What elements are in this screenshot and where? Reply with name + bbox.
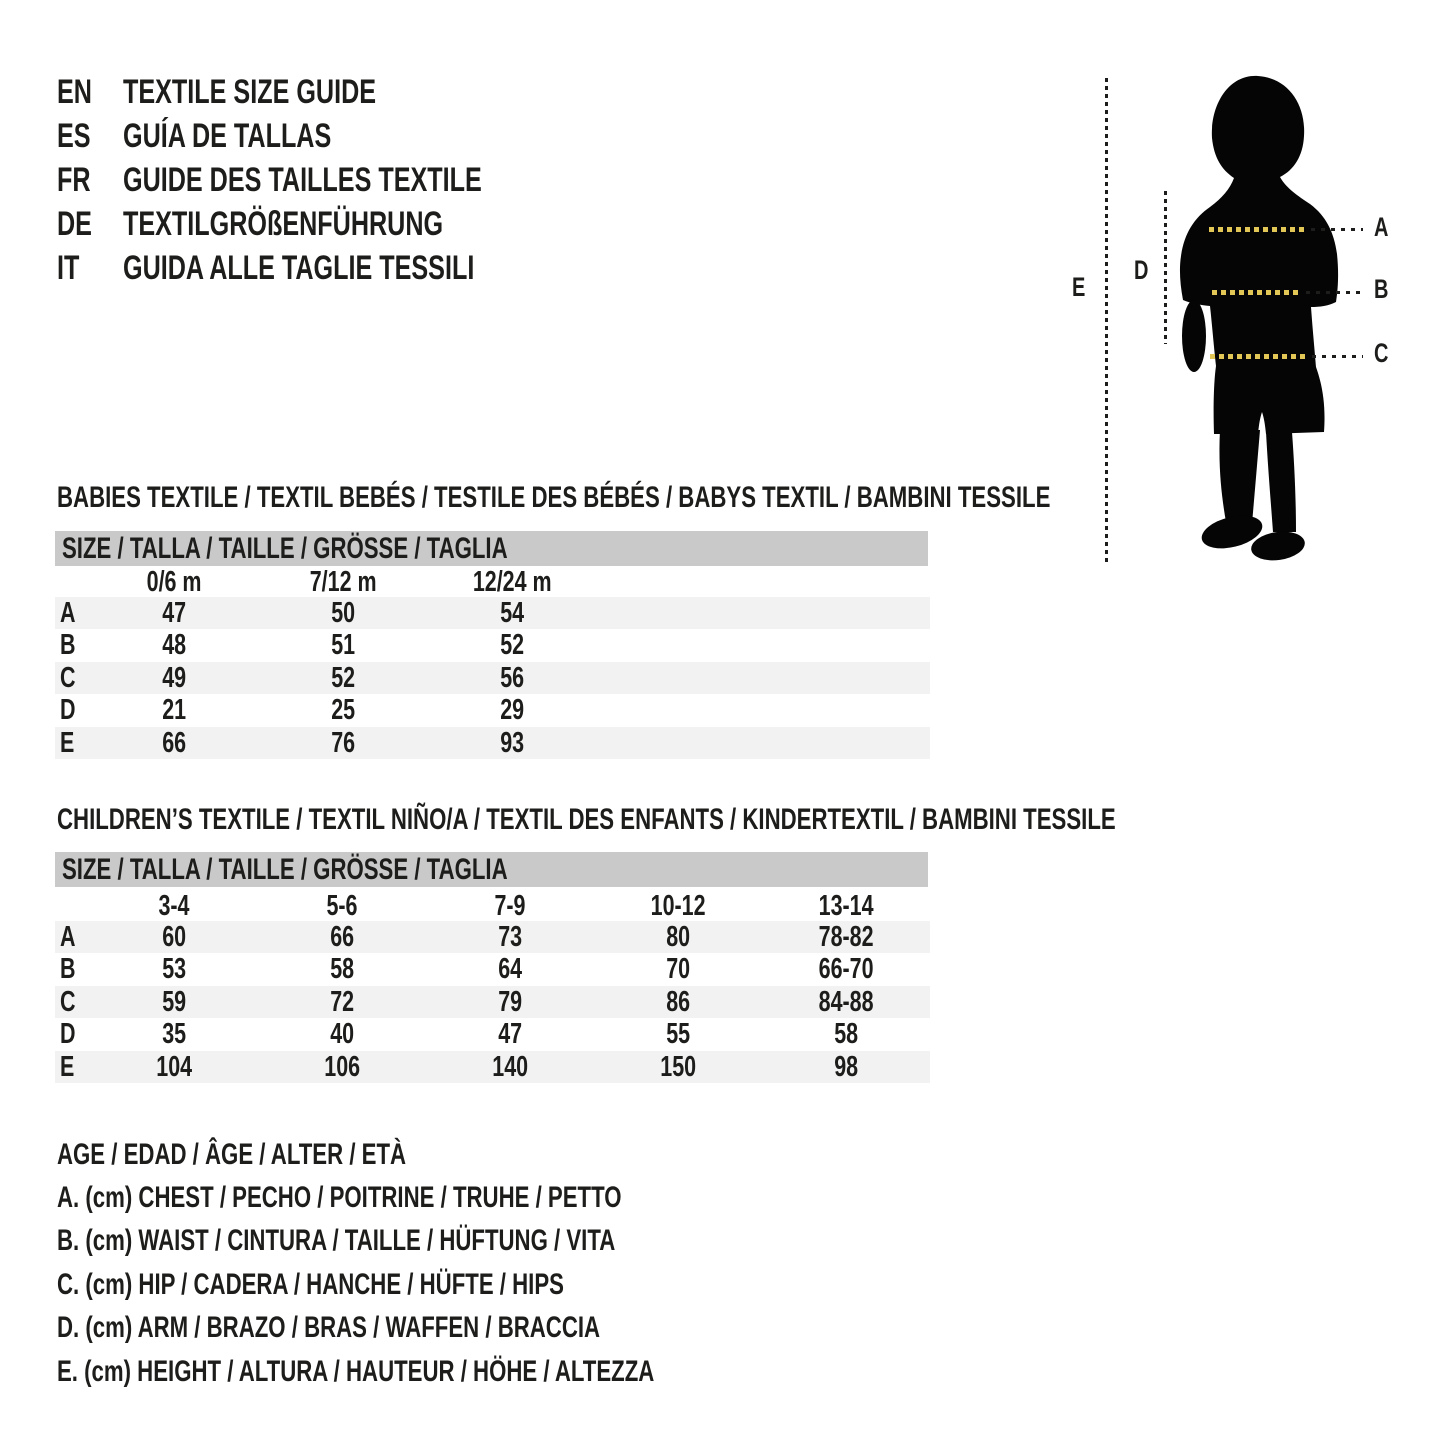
waist-leader-dots [1306, 291, 1363, 294]
size-value-cell: 55 [666, 1018, 690, 1051]
size-value-cell: 25 [331, 694, 356, 727]
size-value-cell: 50 [331, 597, 356, 629]
size-value-cell: 86 [666, 985, 690, 1018]
children-size-bar: SIZE / TALLA / TAILLE / GRÖSSE / TAGLIA [55, 852, 928, 887]
column-header: 7-9 [494, 890, 526, 922]
legend-line: AGE / EDAD / ÂGE / ALTER / ETÀ [57, 1137, 407, 1171]
language-title: GUIDA ALLE TAGLIE TESSILI [123, 248, 475, 287]
size-value-cell: 79 [498, 985, 522, 1018]
size-value-cell: 60 [162, 921, 186, 953]
column-header: 7/12 m [310, 566, 377, 598]
size-value-cell: 47 [162, 597, 187, 629]
size-value-cell: 54 [500, 597, 525, 629]
language-code: ES [57, 116, 91, 155]
size-value-cell: 150 [660, 1050, 696, 1083]
column-header: 5-6 [326, 890, 358, 922]
table-row [55, 694, 930, 726]
row-label: C [60, 985, 76, 1018]
language-title: TEXTILE SIZE GUIDE [123, 72, 377, 111]
size-value-cell: 53 [162, 953, 186, 986]
figure-label-E: E [1072, 272, 1086, 302]
size-value-cell: 59 [162, 985, 186, 1018]
size-value-cell: 76 [331, 726, 356, 759]
babies-section-heading: BABIES TEXTILE / TEXTIL BEBÉS / TESTILE DES BÉBÉS / BABYS TEXTIL / BAMBINI TESSILE [57, 481, 1051, 514]
size-value-cell: 40 [330, 1018, 354, 1051]
row-label: A [60, 921, 76, 953]
legend-line: A. (cm) CHEST / PECHO / POITRINE / TRUHE / PETTO [57, 1181, 622, 1215]
row-label: B [60, 629, 76, 662]
size-value-cell: 52 [500, 629, 525, 662]
table-row [55, 629, 930, 661]
chest-dash-line [1209, 227, 1307, 232]
table-row [55, 953, 930, 985]
size-value-cell: 51 [331, 629, 356, 662]
language-code: IT [57, 248, 80, 287]
chest-leader-dots [1311, 228, 1363, 231]
legend-line: D. (cm) ARM / BRAZO / BRAS / WAFFEN / BRACCIA [57, 1311, 601, 1345]
size-value-cell: 64 [498, 953, 522, 986]
table-row [55, 662, 930, 694]
figure-label-C: C [1374, 338, 1389, 368]
size-value-cell: 52 [331, 661, 356, 694]
size-value-cell: 72 [330, 985, 354, 1018]
column-header: 13-14 [818, 890, 874, 922]
size-value-cell: 84-88 [818, 985, 874, 1018]
figure-label-B: B [1374, 274, 1389, 304]
legend-line: C. (cm) HIP / CADERA / HANCHE / HÜFTE / HIPS [57, 1267, 564, 1301]
table-row [55, 1018, 930, 1050]
table-row [55, 727, 930, 759]
column-header: 3-4 [158, 890, 190, 922]
row-label: D [60, 1018, 76, 1051]
size-value-cell: 104 [156, 1050, 192, 1083]
measurement-legend [57, 1133, 864, 1393]
figure-label-D: D [1134, 255, 1149, 285]
language-row [57, 246, 608, 290]
size-value-cell: 48 [162, 629, 187, 662]
hip-leader-dots [1312, 355, 1363, 358]
size-value-cell: 58 [834, 1018, 858, 1051]
legend-line: B. (cm) WAIST / CINTURA / TAILLE / HÜFTUNG / VITA [57, 1224, 616, 1258]
column-header: 10-12 [650, 890, 706, 922]
column-header: 0/6 m [147, 566, 202, 598]
hip-dash-line [1210, 354, 1308, 359]
size-value-cell: 66 [162, 726, 187, 759]
size-value-cell: 49 [162, 661, 187, 694]
children-size-table [55, 890, 930, 1083]
size-value-cell: 66 [330, 921, 354, 953]
table-row [55, 597, 930, 629]
size-value-cell: 106 [324, 1050, 360, 1083]
size-value-cell: 21 [162, 694, 187, 727]
language-code: FR [57, 160, 91, 199]
language-title: TEXTILGRÖßENFÜHRUNG [123, 204, 444, 243]
arm-measure-line-D [1164, 191, 1167, 344]
row-label: D [60, 694, 76, 727]
size-value-cell: 70 [666, 953, 690, 986]
children-section-heading: CHILDREN’S TEXTILE / TEXTIL NIÑO/A / TEXTIL DES ENFANTS / KINDERTEXTIL / BAMBINI TESSILE [57, 803, 1116, 836]
row-label: C [60, 661, 76, 694]
legend-line: E. (cm) HEIGHT / ALTURA / HAUTEUR / HÖHE / ALTEZZA [57, 1354, 655, 1388]
language-row [57, 70, 608, 114]
language-row [57, 158, 608, 202]
table-row [55, 921, 930, 953]
size-value-cell: 140 [492, 1050, 528, 1083]
size-value-cell: 66-70 [818, 953, 874, 986]
size-value-cell: 93 [500, 726, 525, 759]
language-title: GUÍA DE TALLAS [123, 116, 332, 155]
row-label: B [60, 953, 76, 986]
language-code: EN [57, 72, 92, 111]
language-code: DE [57, 204, 92, 243]
size-value-cell: 58 [330, 953, 354, 986]
babies-size-table [55, 566, 930, 759]
row-label: E [60, 726, 75, 759]
table-row [55, 1051, 930, 1083]
size-value-cell: 56 [500, 661, 525, 694]
table-column-headers [55, 566, 930, 597]
size-value-cell: 78-82 [818, 921, 874, 953]
language-title-list [57, 70, 608, 290]
size-value-cell: 47 [498, 1018, 522, 1051]
row-label: E [60, 1050, 75, 1083]
size-value-cell: 35 [162, 1018, 186, 1051]
language-row [57, 202, 608, 246]
babies-size-bar: SIZE / TALLA / TAILLE / GRÖSSE / TAGLIA [55, 531, 928, 566]
size-value-cell: 29 [500, 694, 525, 727]
table-column-headers [55, 890, 930, 921]
waist-dash-line [1212, 290, 1302, 295]
column-header: 12/24 m [473, 566, 552, 598]
size-value-cell: 80 [666, 921, 690, 953]
language-row [57, 114, 608, 158]
size-value-cell: 98 [834, 1050, 858, 1083]
figure-label-A: A [1374, 212, 1389, 242]
size-value-cell: 73 [498, 921, 522, 953]
language-title: GUIDE DES TAILLES TEXTILE [123, 160, 482, 199]
row-label: A [60, 597, 76, 629]
table-row [55, 986, 930, 1018]
